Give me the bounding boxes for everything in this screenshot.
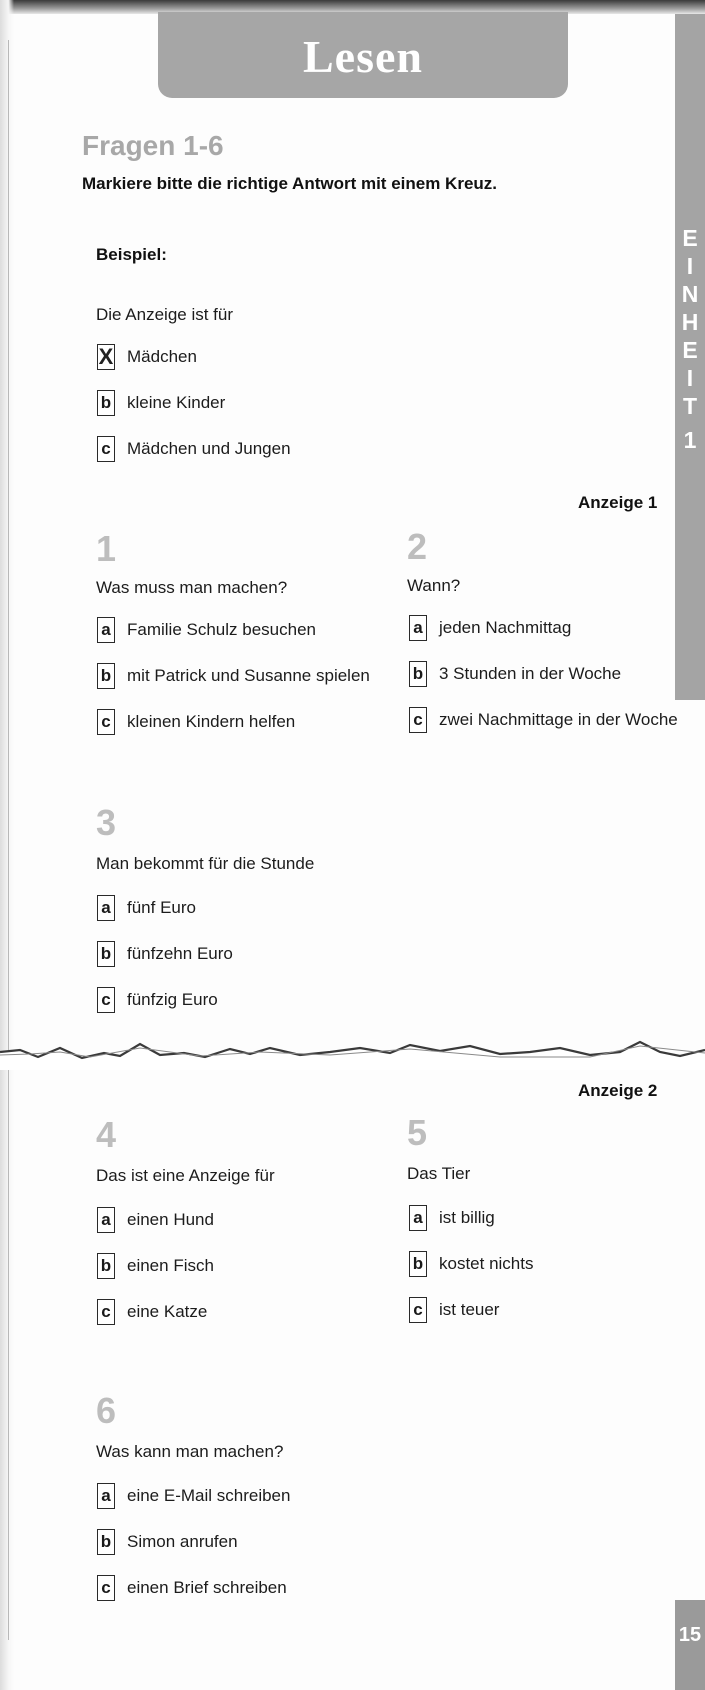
page-number-tab xyxy=(675,1600,705,1690)
anzeige-1-label: Anzeige 1 xyxy=(578,493,658,512)
torn-paper-divider xyxy=(0,1030,705,1070)
option-text: kleine Kinder xyxy=(127,393,226,412)
question-number: 2 xyxy=(407,526,428,567)
option-text: fünfzig Euro xyxy=(127,990,218,1009)
unit-letter: T xyxy=(682,393,698,419)
q1-option-c[interactable] xyxy=(97,708,295,736)
anzeige-2-label: Anzeige 2 xyxy=(578,1081,658,1100)
checkbox[interactable]: c xyxy=(97,1575,115,1601)
unit-letter: H xyxy=(681,309,699,335)
option-text: eine Katze xyxy=(127,1302,208,1321)
checkbox[interactable]: a xyxy=(409,1205,427,1231)
unit-side-tab xyxy=(675,14,705,700)
checkbox[interactable]: b xyxy=(409,661,427,687)
example-option-a[interactable] xyxy=(97,343,197,371)
question-number: 1 xyxy=(96,528,117,569)
option-text: ist teuer xyxy=(439,1300,500,1319)
option-text: kleinen Kindern helfen xyxy=(127,712,296,731)
option-text: ist billig xyxy=(439,1208,495,1227)
checkbox[interactable]: b xyxy=(97,663,115,689)
section-title: Fragen 1-6 xyxy=(82,130,224,161)
q6-option-c[interactable] xyxy=(97,1574,287,1602)
unit-side-tab-label xyxy=(675,224,705,454)
question-number: 5 xyxy=(407,1112,428,1153)
option-text: zwei Nachmittage in der Woche xyxy=(439,710,678,729)
checkbox[interactable]: a xyxy=(97,617,115,643)
q3-option-c[interactable] xyxy=(97,986,218,1014)
checkbox[interactable]: a xyxy=(409,615,427,641)
q2-option-b[interactable] xyxy=(409,660,621,688)
option-text: Mädchen xyxy=(127,347,197,366)
checkbox[interactable]: a xyxy=(97,1483,115,1509)
unit-letter: N xyxy=(681,281,699,307)
option-text: mit Patrick und Susanne spielen xyxy=(127,666,370,685)
checkbox[interactable]: b xyxy=(97,1253,115,1279)
checkbox[interactable]: b xyxy=(409,1251,427,1277)
unit-letter: I xyxy=(686,253,694,279)
option-text: Familie Schulz besuchen xyxy=(127,620,316,639)
checkbox[interactable]: a xyxy=(97,895,115,921)
question-number: 4 xyxy=(96,1114,117,1155)
question-text: Was kann man machen? xyxy=(96,1442,284,1461)
example-question: Die Anzeige ist für xyxy=(96,305,234,324)
checkbox[interactable]: c xyxy=(97,987,115,1013)
q3-option-b[interactable] xyxy=(97,940,233,968)
q4-option-c[interactable] xyxy=(97,1298,207,1326)
q2-option-c[interactable] xyxy=(409,706,678,734)
checkbox[interactable]: c xyxy=(409,707,427,733)
question-text: Was muss man machen? xyxy=(96,578,288,597)
q4-option-a[interactable] xyxy=(97,1206,214,1234)
page-title: Lesen xyxy=(303,31,423,82)
question-text: Das ist eine Anzeige für xyxy=(96,1166,275,1185)
q4-option-b[interactable] xyxy=(97,1252,214,1280)
option-text: einen Hund xyxy=(127,1210,214,1229)
page-number: 15 xyxy=(678,1624,702,1646)
option-text: jeden Nachmittag xyxy=(439,618,572,637)
option-text: Simon anrufen xyxy=(127,1532,238,1551)
checkbox[interactable]: b xyxy=(97,1529,115,1555)
option-text: einen Brief schreiben xyxy=(127,1578,287,1597)
option-text: kostet nichts xyxy=(439,1254,534,1273)
checkbox[interactable]: b xyxy=(97,941,115,967)
option-text: fünfzehn Euro xyxy=(127,944,233,963)
example-label: Beispiel: xyxy=(96,245,167,264)
option-text: einen Fisch xyxy=(127,1256,214,1275)
instruction-text: Markiere bitte die richtige Antwort mit einem Kreuz. xyxy=(82,174,498,193)
option-text: eine E-Mail schreiben xyxy=(127,1486,291,1505)
q5-option-c[interactable] xyxy=(409,1296,499,1324)
binding-line xyxy=(8,40,9,1640)
example-option-b[interactable] xyxy=(97,389,225,417)
question-text: Das Tier xyxy=(407,1164,471,1183)
q6-option-b[interactable] xyxy=(97,1528,238,1556)
header-banner xyxy=(158,12,568,98)
unit-letter: E xyxy=(682,225,698,251)
q2-option-a[interactable] xyxy=(409,614,571,642)
option-text: Mädchen und Jungen xyxy=(127,439,291,458)
q1-option-b[interactable] xyxy=(97,662,370,690)
unit-letter: E xyxy=(682,337,698,363)
q6-option-a[interactable] xyxy=(97,1482,290,1510)
scan-left-edge xyxy=(0,0,14,1690)
q5-option-a[interactable] xyxy=(409,1204,495,1232)
checkbox[interactable]: b xyxy=(97,390,115,416)
checkbox[interactable]: a xyxy=(97,1207,115,1233)
question-text: Man bekommt für die Stunde xyxy=(96,854,315,873)
q3-option-a[interactable] xyxy=(97,894,196,922)
q1-option-a[interactable] xyxy=(97,616,316,644)
checkbox-checked[interactable]: X xyxy=(98,344,114,369)
option-text: fünf Euro xyxy=(127,898,196,917)
question-number: 6 xyxy=(96,1390,117,1431)
checkbox[interactable]: c xyxy=(409,1297,427,1323)
question-text: Wann? xyxy=(407,576,461,595)
checkbox[interactable]: c xyxy=(97,709,115,735)
unit-letter: 1 xyxy=(683,427,697,453)
checkbox[interactable]: c xyxy=(97,436,115,462)
unit-letter: I xyxy=(686,365,694,391)
q5-option-b[interactable] xyxy=(409,1250,534,1278)
question-number: 3 xyxy=(96,802,117,843)
option-text: 3 Stunden in der Woche xyxy=(439,664,622,683)
checkbox[interactable]: c xyxy=(97,1299,115,1325)
example-option-c[interactable] xyxy=(97,435,291,463)
